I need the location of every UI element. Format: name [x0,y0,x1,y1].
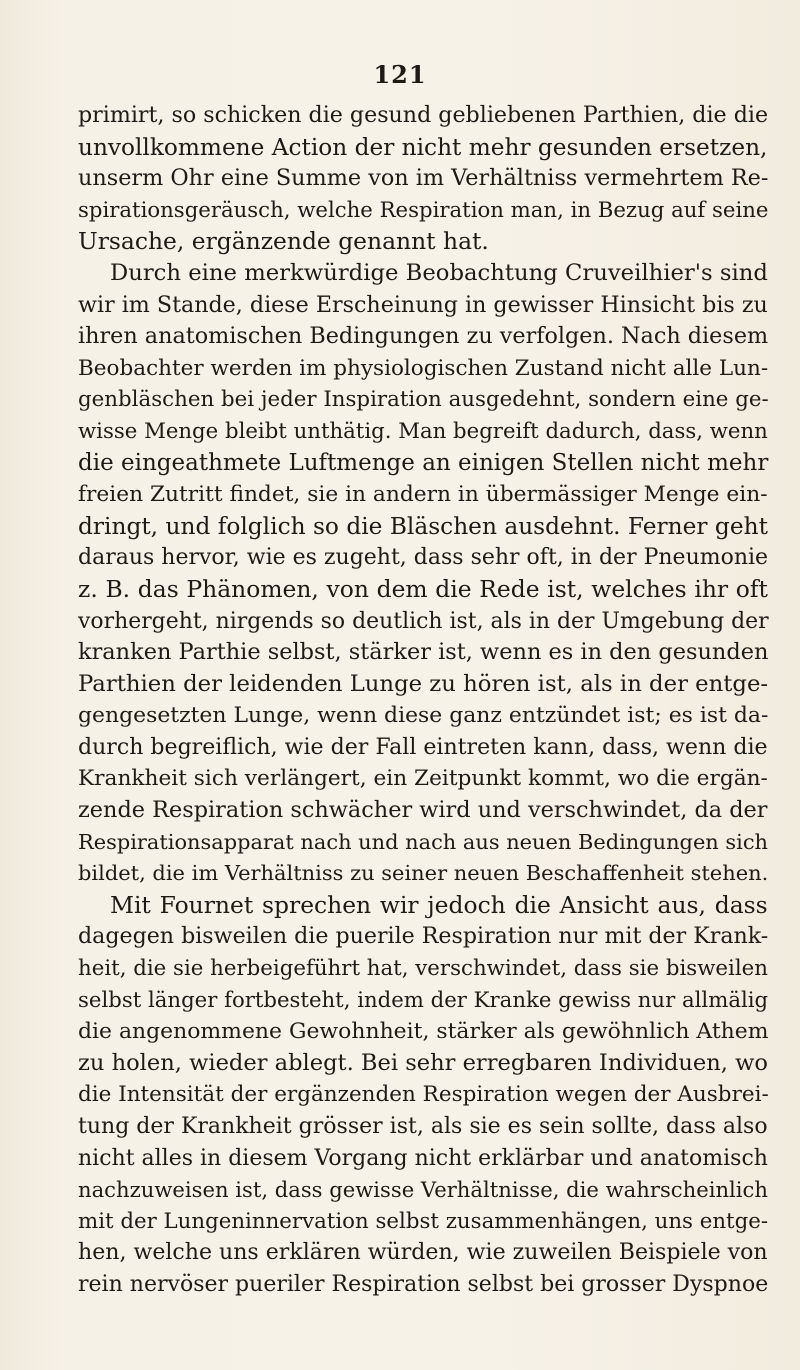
text-line: z. B. das Phänomen, von dem die Rede ist, welches ihr oft [78,574,768,603]
text-line: genbläschen bei jeder Inspiration ausgedehnt, sondern eine ge- [78,387,769,413]
text-line: vorhergeht, nirgends so deutlich ist, als in der Umgebung der [78,608,769,634]
text-line: Durch eine merkwürdige Beobachtung Cruveilhier's sind [110,259,768,286]
text-line: mit der Lungeninnervation selbst zusammenhängen, uns entge- [78,1208,769,1234]
text-line: heit, die sie herbeigeführt hat, verschwindet, dass sie bisweilen [78,956,768,982]
text-line: dringt, und folglich so die Bläschen ausdehnt. Ferner geht [78,512,768,540]
text-line: gengesetzten Lunge, wenn diese ganz entzündet ist; es ist da- [78,703,769,729]
text-line: Krankheit sich verlängert, ein Zeitpunkt kommt, wo die ergän- [78,766,768,792]
text-line: Ursache, ergänzende genannt hat. [78,227,489,256]
text-line: Mit Fournet sprechen wir jedoch die Ansicht aus, dass [110,890,768,919]
text-line: unserm Ohr eine Summe von im Verhältniss vermehrtem Re- [78,165,769,192]
text-line: unvollkommene Action der nicht mehr gesunden ersetzen, [78,133,768,161]
text-line: nachzuweisen ist, dass gewisse Verhältnisse, die wahrscheinlich [78,1177,768,1203]
text-line: daraus hervor, wie es zugeht, dass sehr oft, in der Pneumonie [78,545,769,571]
text-line: wisse Menge bleibt unthätig. Man begreift dadurch, dass, wenn [78,418,768,444]
text-line: bildet, die im Verhältniss zu seiner neuen Beschaffenheit stehen. [78,861,769,886]
text-line: primirt, so schicken die gesund gebliebenen Parthien, die die [78,102,769,128]
text-line: selbst länger fortbesteht, indem der Kranke gewiss nur allmälig [78,987,769,1013]
text-line: durch begreiflich, wie der Fall eintreten kann, dass, wenn die [78,734,768,760]
body-text [78,100,768,1301]
text-line: freien Zutritt findet, sie in andern in übermässiger Menge ein- [78,482,768,508]
text-line: hen, welche uns erklären würden, wie zuweilen Beispiele von [78,1240,768,1266]
text-line: die angenommene Gewohnheit, stärker als gewöhnlich Athem [78,1019,769,1045]
text-line: tung der Krankheit grösser ist, als sie es sein sollte, dass also [78,1114,768,1139]
text-line: zu holen, wieder ablegt. Bei sehr erregbaren Individuen, wo [78,1049,768,1076]
text-line: Parthien der leidenden Lunge zu hören ist, als in der entge- [78,670,769,697]
text-line: rein nervöser pueriler Respiration selbst bei grosser Dyspnoe [78,1271,769,1297]
text-line: Respirationsapparat nach und nach aus neuen Bedingungen sich [78,829,769,854]
text-line: kranken Parthie selbst, stärker ist, wenn es in den gesunden [78,639,769,666]
page-number: 121 [373,60,427,89]
text-line: die eingeathmete Luftmenge an einigen Stellen nicht mehr [78,449,769,476]
text-line: wir im Stande, diese Erscheinung in gewisser Hinsicht bis zu [78,291,768,318]
text-line: nicht alles in diesem Vorgang nicht erklärbar und anatomisch [78,1145,768,1171]
text-line: zende Respiration schwächer wird und verschwindet, da der [78,797,768,824]
text-line: dagegen bisweilen die puerile Respiration nur mit der Krank- [78,923,769,950]
text-line: spirationsgeräusch, welche Respiration man, in Bezug auf seine [78,197,769,223]
text-line: ihren anatomischen Bedingungen zu verfolgen. Nach diesem [78,323,769,350]
text-line: Beobachter werden im physiologischen Zustand nicht alle Lun- [78,355,769,381]
text-line: die Intensität der ergänzenden Respiration wegen der Ausbrei- [78,1082,769,1108]
